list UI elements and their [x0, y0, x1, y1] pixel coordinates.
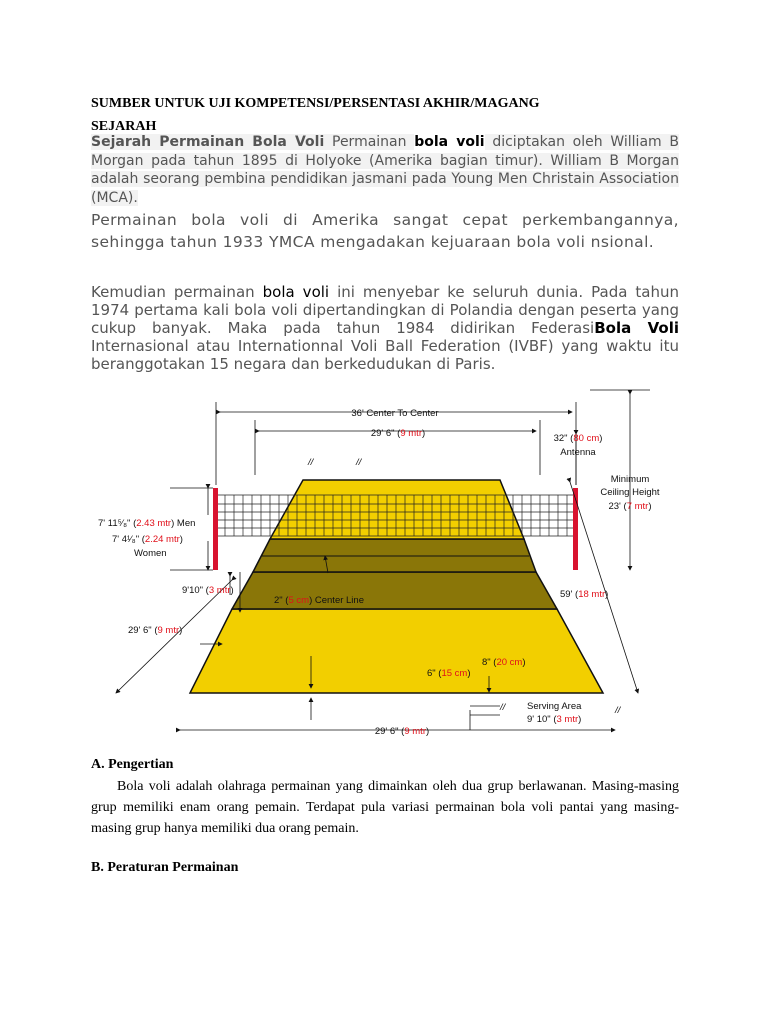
label-antenna: Antenna	[560, 447, 596, 458]
paragraph-history: Sejarah Permainan Bola Voli Permainan bola voli diciptakan oleh William B Morgan pada tahun 1895 di Holyoke (Amerika bagian timur). William B Morgan adalah seorang pembina pendidikan jasmani pada Young Men Christain Association (MCA).	[91, 134, 679, 206]
label-center-to-center: 36' Center To Center	[351, 408, 439, 419]
label-center-line: 2" (5 cm) Center Line	[274, 595, 364, 606]
label-net-height-women: 7' 4¹⁄₈" (2.24 mtr)	[112, 534, 183, 545]
history-title: Sejarah Permainan Bola Voli	[91, 134, 325, 150]
label-serving-value: 9' 10" (3 mtr)	[527, 714, 582, 725]
antenna-mark-left: //	[308, 457, 314, 468]
section-heading-sejarah: SEJARAH	[91, 119, 157, 134]
label-side-width: 29' 6" (9 mtr)	[128, 625, 183, 636]
label-serving-area: Serving Area	[527, 701, 582, 712]
court-back-zone	[190, 609, 603, 693]
label-antenna-size: 32" (80 cm)	[553, 433, 603, 444]
label-court-width-top: 29' 6" (9 mtr)	[370, 428, 426, 439]
serving-mark-left: //	[500, 702, 506, 713]
label-net-height-men: 7' 11⁵⁄₈" (2.43 mtr) Men	[98, 518, 196, 529]
paragraph-america: Permainan bola voli di Amerika sangat cepat perkembangannya, sehingga tahun 1933 YMCA mengadakan kejuaraan bola voli nsional.	[91, 211, 679, 251]
label-ceiling-value: 23' (7 mtr)	[608, 501, 652, 512]
keyword-bola-voli-3: Bola Voli	[594, 319, 679, 337]
label-ceiling-1: Minimum	[610, 474, 650, 485]
volleyball-court-diagram	[90, 380, 690, 745]
keyword-bola-voli: bola voli	[414, 134, 485, 150]
net-post-left	[213, 488, 218, 570]
label-attack-line: 9'10" (3 mtr)	[182, 585, 234, 596]
label-line-width-8: 8" (20 cm)	[482, 657, 526, 668]
label-court-length: 59' (18 mtr)	[560, 589, 609, 600]
label-line-width-6: 6" (15 cm)	[427, 668, 471, 679]
section-heading-peraturan: B. Peraturan Permainan	[91, 860, 239, 875]
section-heading-pengertian: A. Pengertian	[91, 757, 174, 772]
document-heading: SUMBER UNTUK UJI KOMPETENSI/PERSENTASI AKHIR/MAGANG	[91, 96, 540, 111]
label-ceiling-2: Ceiling Height	[600, 487, 660, 498]
paragraph-spread: Kemudian permainan bola voli ini menyebar ke seluruh dunia. Pada tahun 1974 pertama kali bola voli dipertandingkan di Polandia dengan peserta yang cukup banyak. Maka pada tahun 1984 didirikan FederasiBola Voli Internasional atau Internationnal Voli Ball Federation (IVBF) yang waktu itu beranggotakan 15 negara dan berkedudukan di Paris.	[91, 283, 679, 373]
antenna-mark-right: //	[356, 457, 362, 468]
label-women: Women	[134, 548, 167, 559]
paragraph-pengertian: Bola voli adalah olahraga permainan yang dimainkan oleh dua grup berlawanan. Masing-masing grup memiliki enam orang pemain. Terdapat pula variasi permainan bola voli pantai yang masing-masing grup hanya memiliki dua orang pemain.	[91, 779, 679, 836]
label-court-width-bottom: 29' 6" (9 mtr)	[374, 726, 430, 737]
keyword-bola-voli-2: bola voli	[262, 283, 330, 301]
serving-mark-right: //	[615, 705, 621, 716]
